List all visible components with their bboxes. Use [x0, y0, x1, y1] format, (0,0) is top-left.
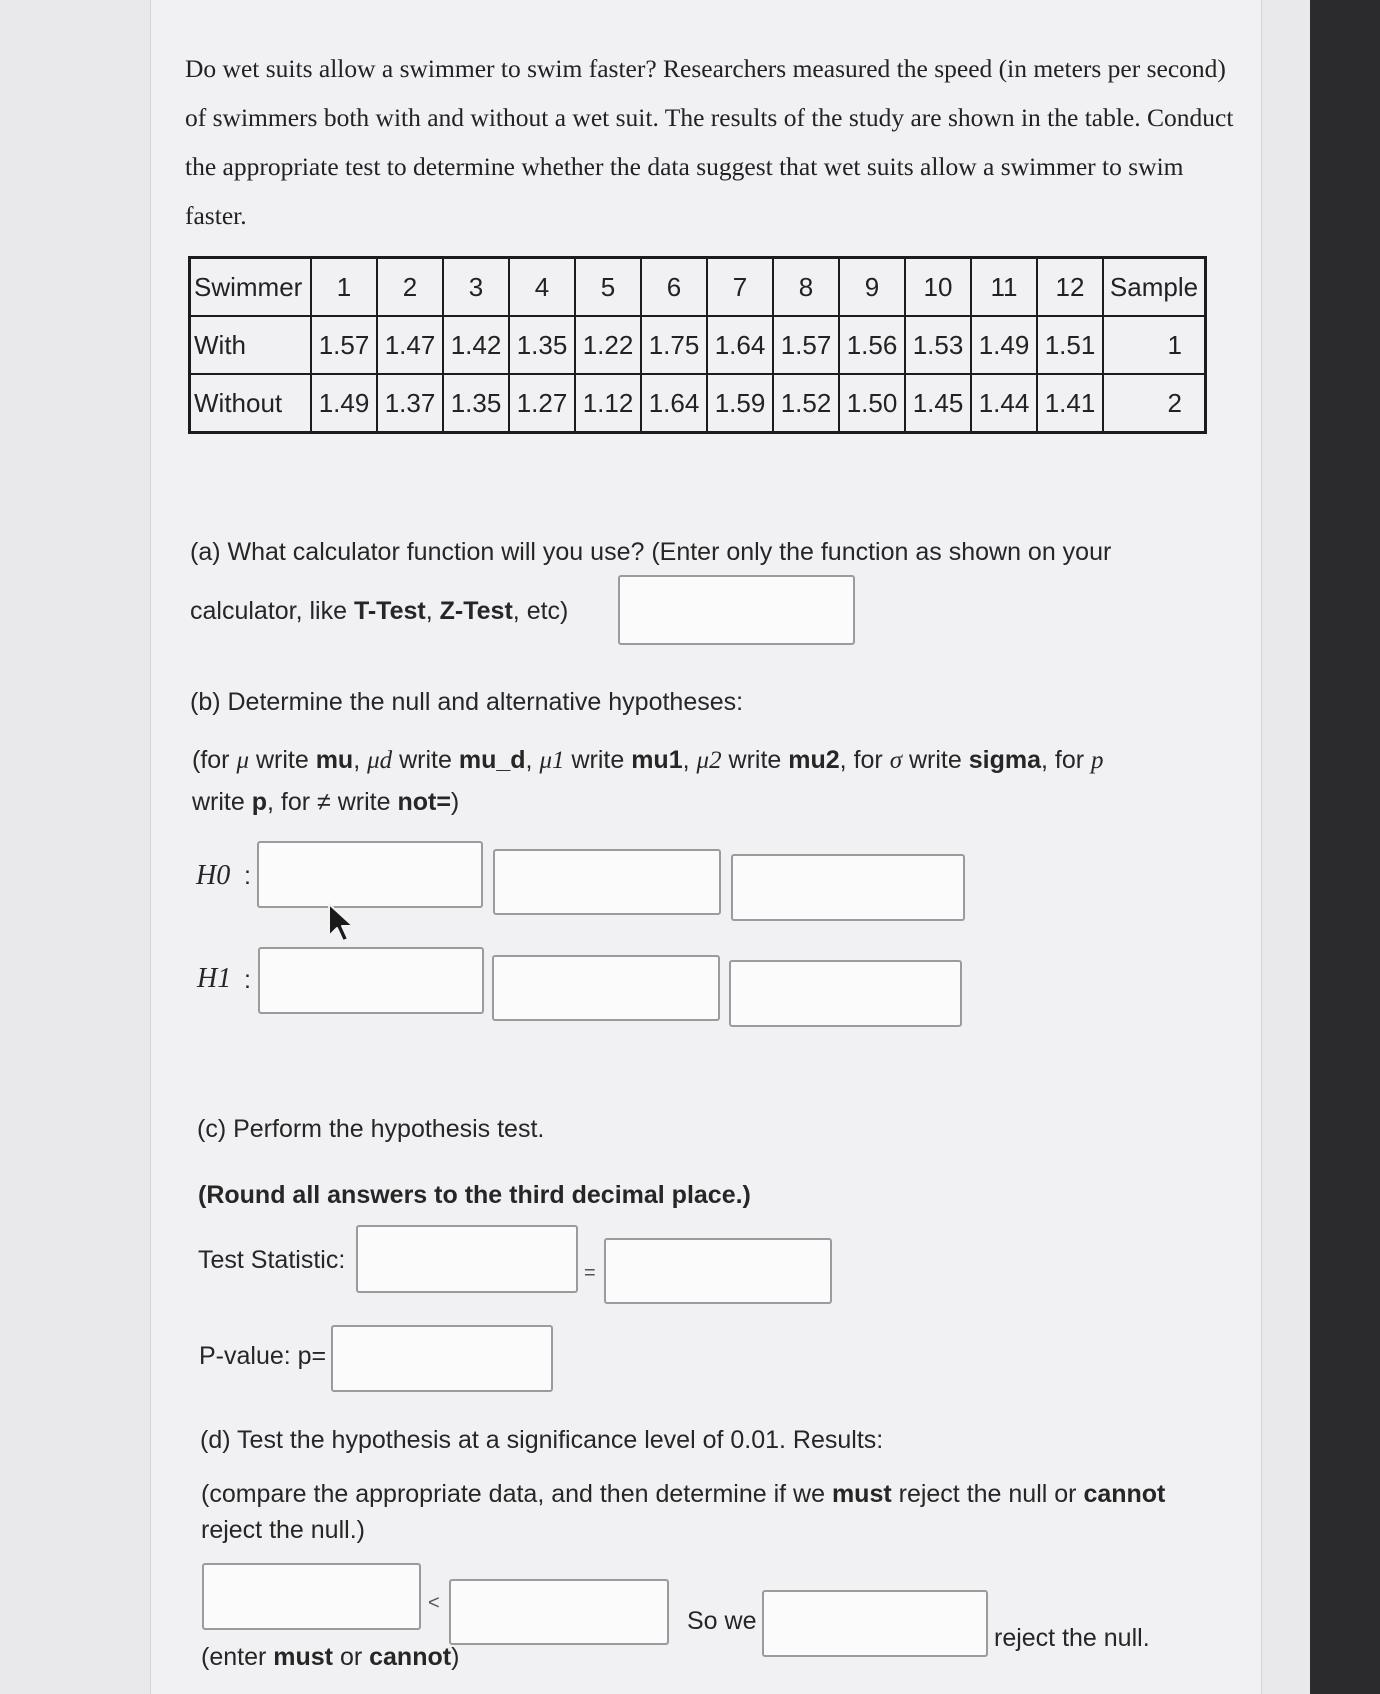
table-header-cell: 10 — [905, 258, 971, 317]
table-header-cell: 5 — [575, 258, 641, 317]
table-cell: 1.22 — [575, 316, 641, 374]
h1-operator-input[interactable] — [492, 955, 720, 1021]
mouse-pointer-icon — [326, 902, 358, 944]
table-row-without — [190, 374, 1206, 433]
p-value-label: P-value: p= — [199, 1342, 327, 1370]
compare-left-input[interactable] — [202, 1563, 421, 1630]
h0-left-input[interactable] — [257, 841, 483, 908]
table-cell: 1.57 — [773, 316, 839, 374]
h1-left-input[interactable] — [258, 947, 484, 1014]
table-cell: 1.44 — [971, 374, 1037, 433]
h0-colon: : — [244, 862, 251, 890]
h0-label: H0 — [196, 860, 231, 891]
part-a-question-line2: calculator, like T-Test, Z-Test, etc) — [190, 597, 569, 625]
table-cell: 1.49 — [971, 316, 1037, 374]
table-cell: 1.51 — [1037, 316, 1103, 374]
h0-operator-input[interactable] — [493, 849, 721, 915]
table-cell: 1.57 — [311, 316, 377, 374]
part-b-instructions-line2: write p, for ≠ write not=) — [192, 788, 460, 816]
table-cell: 1.64 — [641, 374, 707, 433]
less-than-sign: < — [428, 1592, 440, 1614]
h1-label: H1 — [197, 963, 232, 994]
sample-cell: 2 — [1103, 374, 1206, 433]
table-cell: 1.42 — [443, 316, 509, 374]
row-label: With — [190, 316, 312, 374]
table-cell: 1.75 — [641, 316, 707, 374]
table-header-cell: 9 — [839, 258, 905, 317]
sample-cell: 1 — [1103, 316, 1206, 374]
part-c-rounding-note: (Round all answers to the third decimal place.) — [198, 1181, 751, 1209]
must-or-cannot-input[interactable] — [762, 1590, 988, 1657]
enter-must-or-cannot-hint: (enter must or cannot) — [201, 1643, 460, 1671]
table-header-row — [190, 258, 1206, 317]
table-header-cell: 4 — [509, 258, 575, 317]
row-label: Without — [190, 374, 312, 433]
test-statistic-label: Test Statistic: — [198, 1246, 346, 1274]
equals-sign: = — [584, 1262, 596, 1284]
table-cell: 1.64 — [707, 316, 773, 374]
table-header-cell: 2 — [377, 258, 443, 317]
table-header-cell: 8 — [773, 258, 839, 317]
compare-right-input[interactable] — [449, 1579, 669, 1645]
table-row-with — [190, 316, 1206, 374]
table-header-cell: 12 — [1037, 258, 1103, 317]
table-cell: 1.35 — [509, 316, 575, 374]
table-cell: 1.52 — [773, 374, 839, 433]
test-statistic-name-input[interactable] — [356, 1225, 578, 1293]
part-b-title: (b) Determine the null and alternative hypotheses: — [190, 688, 744, 716]
table-cell: 1.41 — [1037, 374, 1103, 433]
part-d-instructions-line2: reject the null.) — [201, 1516, 365, 1544]
p-value-input[interactable] — [331, 1325, 553, 1392]
test-statistic-value-input[interactable] — [604, 1238, 832, 1304]
so-we-label: So we — [687, 1607, 757, 1635]
reject-the-null-label: reject the null. — [994, 1624, 1150, 1652]
table-header-cell: Swimmer — [190, 258, 312, 317]
table-header-cell: 1 — [311, 258, 377, 317]
h1-right-input[interactable] — [729, 960, 962, 1027]
table-header-cell: Sample — [1103, 258, 1206, 317]
table-cell: 1.45 — [905, 374, 971, 433]
table-cell: 1.53 — [905, 316, 971, 374]
part-c-title: (c) Perform the hypothesis test. — [197, 1115, 545, 1143]
table-cell: 1.35 — [443, 374, 509, 433]
part-b-instructions: (for μ write mu, μd write mu_d, μ1 write mu1, μ2 write mu2, for σ write sigma, for p — [192, 746, 1104, 774]
swimmer-speed-table — [188, 256, 1207, 434]
table-cell: 1.12 — [575, 374, 641, 433]
h0-right-input[interactable] — [731, 854, 965, 921]
table-header-cell: 6 — [641, 258, 707, 317]
part-a-question: (a) What calculator function will you use? (Enter only the function as shown on your — [190, 538, 1112, 566]
question-intro: Do wet suits allow a swimmer to swim faster? Researchers measured the speed (in meters per second) of swimmers both with and without a wet suit. The results of the study are shown in the table. Conduct the appropriate test to determine whether the data suggest that wet suits allow a swimmer to swim faster. — [185, 54, 1234, 230]
part-d-title: (d) Test the hypothesis at a significance level of 0.01. Results: — [200, 1426, 884, 1454]
table-cell: 1.37 — [377, 374, 443, 433]
table-header-cell: 7 — [707, 258, 773, 317]
part-d-instructions: (compare the appropriate data, and then determine if we must reject the null or cannot — [201, 1480, 1166, 1508]
calculator-function-input[interactable] — [618, 575, 855, 645]
table-cell: 1.49 — [311, 374, 377, 433]
table-cell: 1.47 — [377, 316, 443, 374]
table-cell: 1.27 — [509, 374, 575, 433]
table-cell: 1.59 — [707, 374, 773, 433]
table-cell: 1.56 — [839, 316, 905, 374]
h1-colon: : — [244, 966, 251, 994]
table-header-cell: 3 — [443, 258, 509, 317]
table-header-cell: 11 — [971, 258, 1037, 317]
table-cell: 1.50 — [839, 374, 905, 433]
